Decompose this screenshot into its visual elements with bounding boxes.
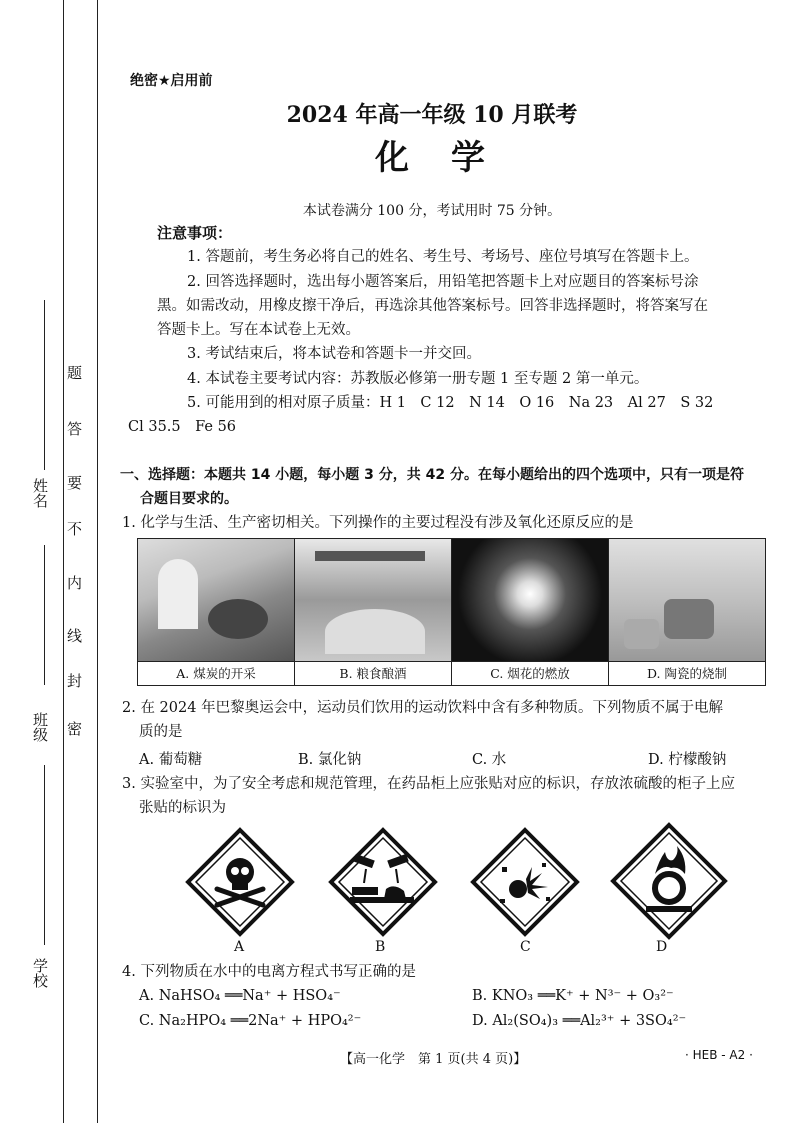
skull-crossbones-icon[interactable]	[185, 827, 295, 937]
option-c-caption: C. 烟花的燃放	[452, 661, 608, 685]
notice-item: 4. 本试卷主要考试内容：苏教版必修第一册专题 1 至专题 2 第一单元。	[187, 371, 649, 387]
question-4-option-d[interactable]: D. Al₂(SO₄)₃ ══Al₂³⁺ + 3SO₄²⁻	[472, 1013, 687, 1029]
question-4-option-b[interactable]: B. KNO₃ ══K⁺ + N³⁻ + O₃²⁻	[472, 988, 674, 1004]
seal-char: 内	[67, 574, 83, 592]
question-2-option-d[interactable]: D. 柠檬酸钠	[648, 752, 727, 768]
option-b-cell[interactable]	[295, 539, 452, 686]
question-2-option-b[interactable]: B. 氯化钠	[298, 752, 362, 768]
seal-char: 线	[67, 627, 83, 645]
notice-item: 5. 可能用到的相对原子质量：H 1 C 12 N 14 O 16 Na 23 Al 27 S 32	[187, 395, 714, 411]
option-d-caption: D. 陶瓷的烧制	[609, 661, 765, 685]
class-blank[interactable]	[44, 765, 45, 945]
secret-mark: 绝密★启用前	[130, 73, 213, 89]
page-footer: 【高一化学 第 1 页(共 4 页)】	[340, 1052, 527, 1067]
name-label: 姓名	[31, 478, 49, 508]
option-c-cell[interactable]	[452, 539, 609, 686]
option-a-caption: A. 煤炭的开采	[138, 661, 294, 685]
grain-brewing-photo	[295, 539, 451, 661]
notice-item: 答题卡上。写在本试卷上无效。	[157, 322, 360, 338]
exam-info: 本试卷满分 100 分，考试用时 75 分钟。	[302, 203, 562, 219]
question-3-stem: 3. 实验室中，为了安全考虑和规范管理，在药品柜上应张贴对应的标识，存放浓硫酸的柜子上应	[122, 776, 735, 792]
sign-label-c: C	[520, 939, 531, 955]
notice-heading: 注意事项：	[157, 224, 233, 242]
notice-item: 黑。如需改动，用橡皮擦干净后，再选涂其他答案标号。回答非选择题时，将答案写在	[157, 298, 708, 314]
oxidizer-icon[interactable]	[610, 822, 728, 940]
question-4-option-a[interactable]: A. NaHSO₄ ══Na⁺ + HSO₄⁻	[139, 988, 341, 1004]
paper-code: · HEB - A2 ·	[685, 1048, 753, 1062]
corrosive-icon[interactable]	[328, 827, 438, 937]
seal-char: 封	[67, 672, 83, 690]
question-2-option-a[interactable]: A. 葡萄糖	[139, 752, 203, 768]
option-b-caption: B. 粮食酿酒	[295, 661, 451, 685]
sign-label-a: A	[234, 939, 245, 955]
question-2-stem: 2. 在 2024 年巴黎奥运会中，运动员们饮用的运动饮料中含有多种物质。下列物质不属于电解	[122, 700, 724, 716]
coal-mining-photo	[138, 539, 294, 661]
seal-char: 答	[67, 420, 83, 438]
exam-title: 2024 年高一年级 10 月联考	[286, 102, 578, 128]
question-3-stem-cont: 张贴的标识为	[139, 800, 226, 816]
section-heading-cont: 合题目要求的。	[140, 491, 238, 507]
question-4-option-c[interactable]: C. Na₂HPO₄ ══2Na⁺ + HPO₄²⁻	[139, 1013, 362, 1029]
name-blank-lower[interactable]	[44, 545, 45, 685]
notice-item: 2. 回答选择题时，选出每小题答案后，用铅笔把答题卡上对应题目的答案标号涂	[187, 274, 699, 290]
seal-char: 要	[67, 474, 83, 492]
name-blank[interactable]	[44, 300, 45, 470]
question-1-stem: 1. 化学与生活、生产密切相关。下列操作的主要过程没有涉及氧化还原反应的是	[122, 515, 634, 531]
option-d-cell[interactable]	[609, 539, 766, 686]
seal-char: 不	[67, 520, 83, 538]
class-label: 班级	[31, 712, 49, 742]
question-1-image-table	[137, 538, 766, 686]
question-2-stem-cont: 质的是	[139, 724, 183, 740]
subject-title: 化 学	[375, 138, 489, 178]
school-label: 学校	[31, 958, 49, 988]
explosive-icon[interactable]	[470, 827, 580, 937]
option-a-cell[interactable]	[138, 539, 295, 686]
ceramics-firing-photo	[609, 539, 765, 661]
notice-item: Cl 35.5 Fe 56	[128, 419, 237, 435]
notice-item: 3. 考试结束后，将本试卷和答题卡一并交回。	[187, 346, 481, 362]
notice-item: 1. 答题前，考生务必将自己的姓名、考生号、考场号、座位号填写在答题卡上。	[187, 249, 699, 265]
fireworks-photo	[452, 539, 608, 661]
question-4-stem: 4. 下列物质在水中的电离方程式书写正确的是	[122, 964, 416, 980]
sign-label-b: B	[375, 939, 386, 955]
seal-char: 题	[67, 364, 83, 382]
section-heading: 一、选择题：本题共 14 小题，每小题 3 分，共 42 分。在每小题给出的四个选项中，只有一项是符	[120, 467, 744, 483]
seal-char: 密	[67, 720, 83, 738]
question-2-option-c[interactable]: C. 水	[472, 752, 507, 768]
sign-label-d: D	[656, 939, 668, 955]
